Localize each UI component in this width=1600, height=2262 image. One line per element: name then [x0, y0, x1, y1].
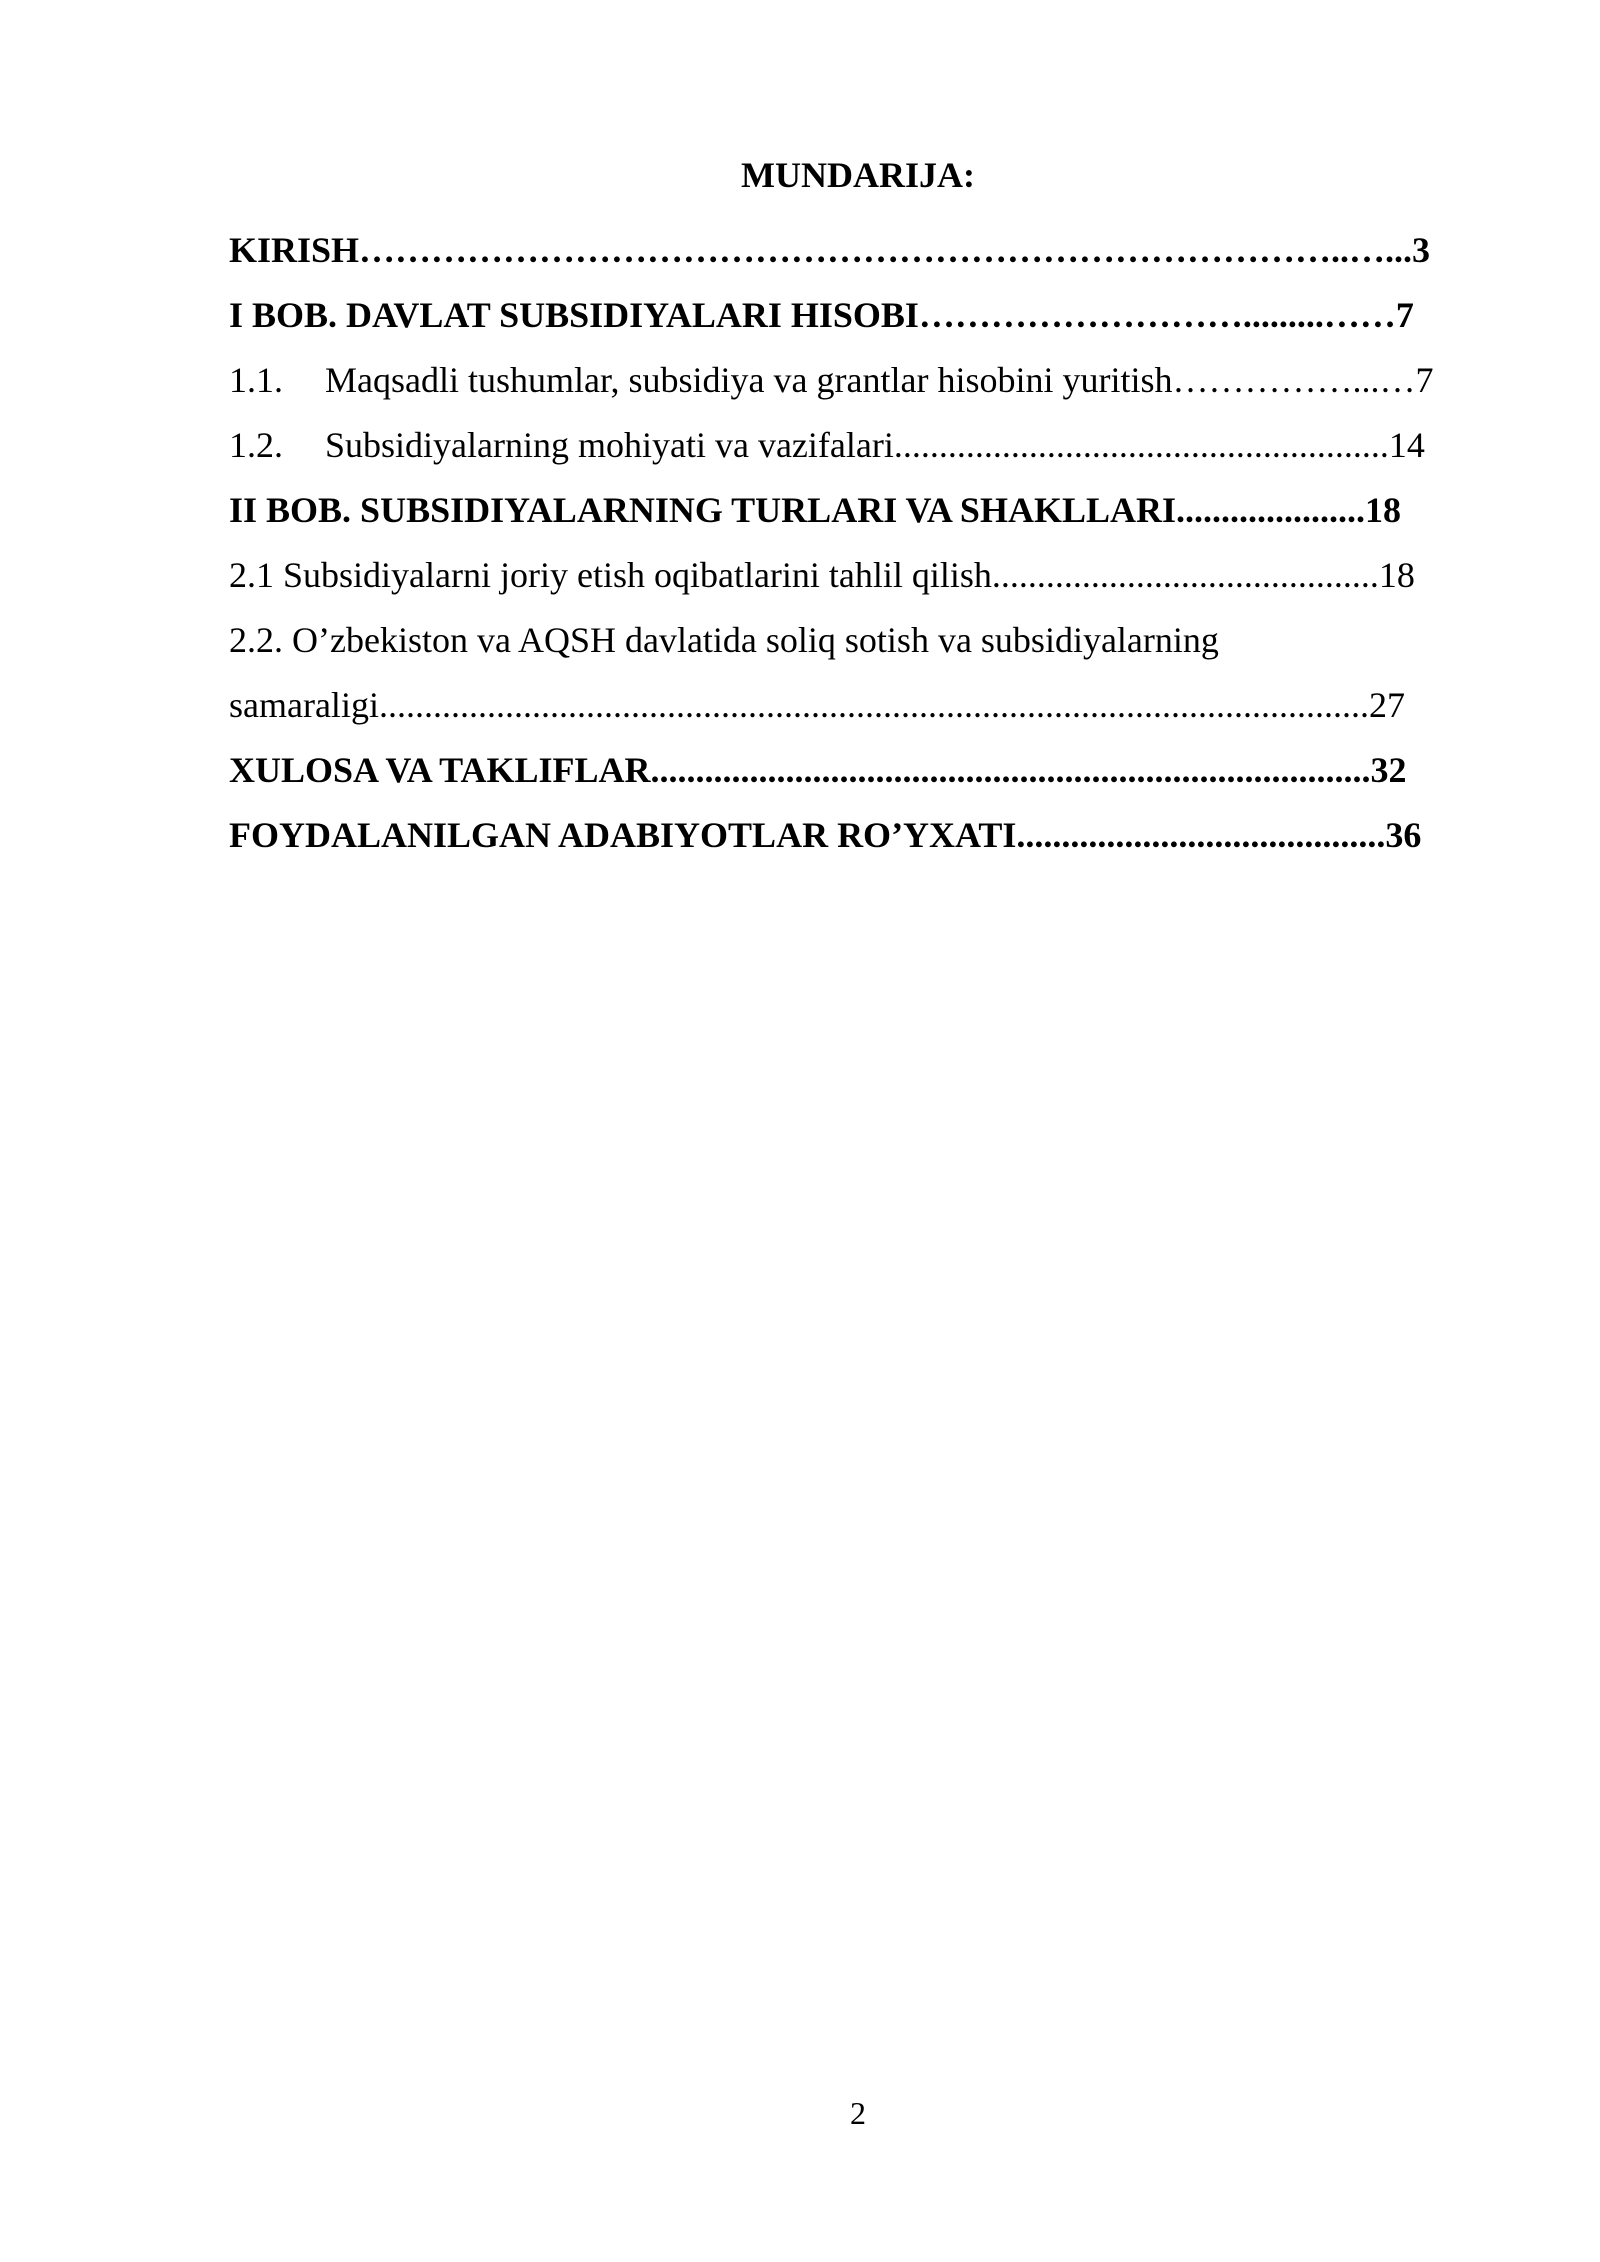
- table-of-contents: [229, 218, 1483, 868]
- toc-section-number: 1.1.: [229, 360, 283, 400]
- toc-section-text: Maqsadli tushumlar, subsidiya va grantlar hisobini yuritish……………...…7: [325, 360, 1434, 400]
- toc-entry-chapter-1: I BOB. DAVLAT SUBSIDIYALARI HISOBI……………………….........……7: [229, 295, 1414, 335]
- toc-entry-section-2-2: 2.2. O’zbekiston va AQSH davlatida soliq sotish va subsidiyalarning: [229, 620, 1219, 660]
- page-title: MUNDARIJA:: [741, 155, 975, 195]
- toc-entry-section-2-1: 2.1 Subsidiyalarni joriy etish oqibatlarini tahlil qilish...........................................18: [229, 555, 1415, 595]
- toc-entry-references: FOYDALANILGAN ADABIYOTLAR RO’YXATI.........................................36: [229, 815, 1422, 855]
- toc-section-text: Subsidiyalarning mohiyati va vazifalari.......................................................14: [325, 425, 1425, 465]
- toc-entry-section-2-2-continued: samaraligi..............................................................................................................27: [229, 685, 1405, 725]
- toc-entry-section-1-1: [229, 348, 1483, 413]
- toc-entry-chapter-2: II BOB. SUBSIDIYALARNING TURLARI VA SHAKLLARI.....................18: [229, 490, 1401, 530]
- page-number: 2: [850, 2095, 866, 2131]
- toc-entry-kirish: KIRISH………………………………………………………………………..…...3: [229, 230, 1431, 270]
- toc-entry-conclusion: XULOSA VA TAKLIFLAR................................................................................32: [229, 750, 1407, 790]
- toc-entry-section-1-2: [229, 413, 1483, 478]
- toc-section-number: 1.2.: [229, 425, 283, 465]
